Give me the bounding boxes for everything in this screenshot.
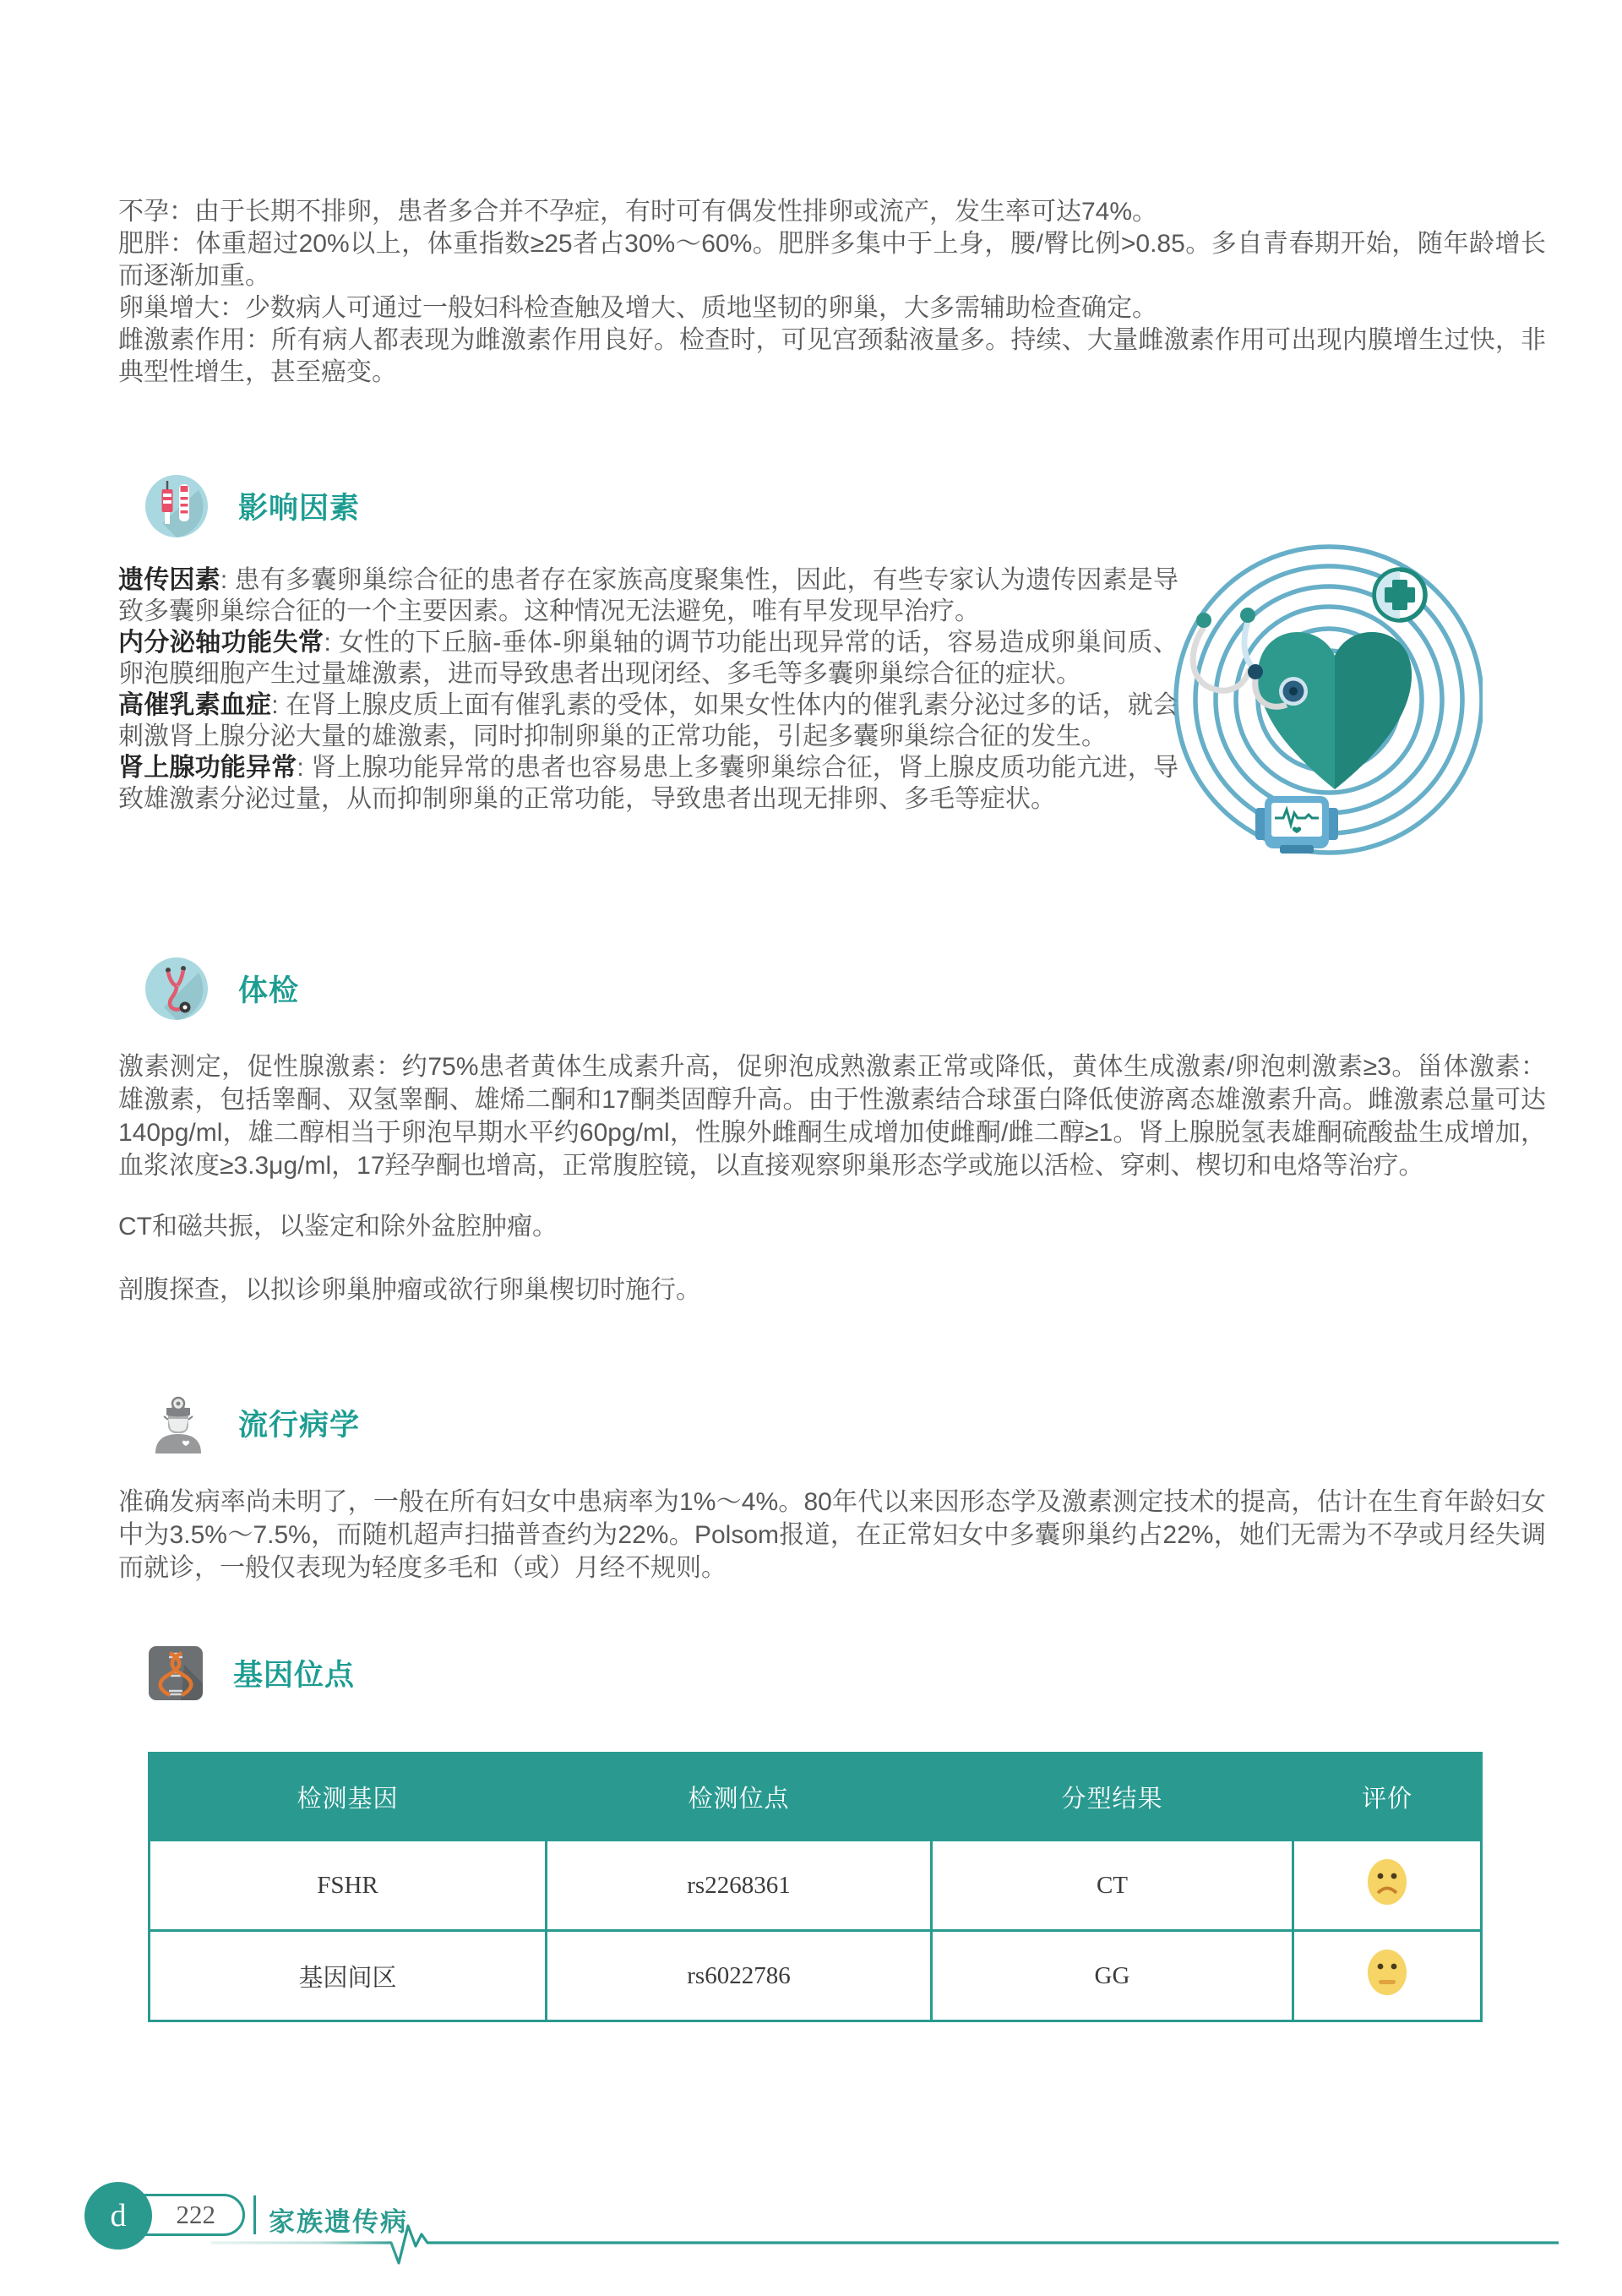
gene-table (148, 1752, 1483, 2022)
col-header-site: 检测位点 (547, 1753, 932, 1841)
intro-paragraph-estrogen: 雌激素作用：所有病人都表现为雌激素作用良好。检查时，可见宫颈黏液量多。持续、大量雌激素作用可出现内膜增生过快，非典型性增生，甚至癌变。 (118, 326, 1546, 386)
cell-evaluation (1293, 1841, 1482, 1931)
cell-gene: FSHR (150, 1841, 547, 1931)
intro-paragraph-infertility: 不孕：由于长期不排卵，患者多合并不孕症，有时可有偶发性排卵或流产，发生率可达74%。 (118, 198, 1158, 226)
epidemiology-paragraphs (118, 1486, 1546, 1584)
table-row (150, 1931, 1482, 2021)
doctor-icon (149, 1393, 208, 1453)
ecg-monitor-graphic (1255, 796, 1338, 854)
factors-paragraphs (118, 564, 1178, 815)
heart-health-illustration (1170, 543, 1483, 855)
footer-chapter-label: 家族遗传病 (269, 2207, 408, 2237)
intro-paragraph-ovary-enlargement: 卵巢增大：少数病人可通过一般妇科检查触及增大、质地坚韧的卵巢，大多需辅助检查确定。 (118, 294, 1157, 322)
physical-paragraph-ct-mri: CT和磁共振，以鉴定和除外盆腔肿瘤。 (118, 1213, 558, 1241)
section-header-epidemiology (149, 1393, 360, 1453)
factor-hyperprolactinemia: 高催乳素血症: 在肾上腺皮质上面有催乳素的受体，如果女性体内的催乳素分泌过多的话，就会刺激肾上腺分泌大量的雄激素，同时抑制卵巢的正常功能，引起多囊卵巢综合征的发生。 (118, 691, 1178, 750)
intro-paragraph-obesity: 肥胖：体重超过20%以上，体重指数≥25者占30%～60%。肥胖多集中于上身，腰/臀比例>0.85。多自青春期开始，随年龄增长而逐渐加重。 (118, 230, 1546, 290)
heartbeat-line-icon (211, 2221, 1563, 2268)
factor-adrenal: 肾上腺功能异常: 肾上腺功能异常的患者也容易患上多囊卵巢综合征，肾上腺皮质功能亢进，导致雄激素分泌过量，从而抑制卵巢的正常功能，导致患者出现无排卵、多毛等症状。 (118, 754, 1178, 813)
physical-paragraph-hormones: 激素测定，促性腺激素：约75%患者黄体生成素升高，促卵泡成熟激素正常或降低，黄体生成激素/卵泡刺激素≥3。甾体激素：雄激素，包括睾酮、双氢睾酮、雄烯二酮和17酮类固醇升高。由于性激素结合球蛋白降低使游离态雄激素升高。雌激素总量可达140pg/ml，雄二醇相当于卵泡早期水平约60pg/ml，性腺外雌酮生成增加使雌酮/雌二醇≥1。肾上腺脱氢表雄酮硫酸盐生成增加，血浆浓度≥3.3μg/ml，17羟孕酮也增高，正常腹腔镜，以直接观察卵巢形态学或施以活检、穿刺、楔切和电烙等治疗。 (118, 1053, 1546, 1180)
cell-site: rs6022786 (547, 1931, 932, 2021)
intro-paragraphs (118, 196, 1546, 389)
medical-cross-badge (1374, 570, 1425, 620)
table-row (150, 1841, 1482, 1931)
physical-paragraph-laparotomy: 剖腹探查，以拟诊卵巢肿瘤或欲行卵巢楔切时施行。 (118, 1276, 701, 1304)
page-number: 222 (125, 2194, 245, 2236)
section-title-physical: 体检 (238, 974, 300, 1007)
cell-site: rs2268361 (547, 1841, 932, 1931)
syringe-icon (145, 475, 208, 537)
col-header-genotype: 分型结果 (932, 1753, 1293, 1841)
stethoscope-icon (145, 957, 208, 1020)
dna-icon (149, 1646, 203, 1700)
section-header-gene (149, 1646, 355, 1700)
epidemiology-paragraph: 准确发病率尚未明了，一般在所有妇女中患病率为1%～4%。80年代以来因形态学及激素测定技术的提高，估计在生育年龄妇女中为3.5%～7.5%，而随机超声扫描普查约为22%。Polsom报道，在正常妇女中多囊卵巢约占22%，她们无需为不孕或月经失调而就诊，一般仅表现为轻度多毛和（或）月经不规则。 (118, 1488, 1546, 1582)
section-header-factors (145, 475, 360, 537)
neutral-face-icon (1367, 1949, 1407, 2003)
factor-genetic: 遗传因素: 患有多囊卵巢综合征的患者存在家族高度聚集性，因此，有些专家认为遗传因素是导致多囊卵巢综合征的一个主要因素。这种情况无法避免，唯有早发现早治疗。 (118, 566, 1178, 625)
physical-paragraphs (118, 1050, 1546, 1306)
col-header-gene: 检测基因 (150, 1753, 547, 1841)
col-header-evaluation: 评价 (1293, 1753, 1482, 1841)
footer-section-letter: d (84, 2182, 152, 2250)
cell-genotype: GG (932, 1931, 1293, 2021)
cell-genotype: CT (932, 1841, 1293, 1931)
factor-endocrine-axis: 内分泌轴功能失常: 女性的下丘脑-垂体-卵巢轴的调节功能出现异常的话，容易造成卵巢间质、卵泡膜细胞产生过量雄激素，进而导致患者出现闭经、多毛等多囊卵巢综合征的症状。 (118, 629, 1178, 688)
section-title-gene: 基因位点 (233, 1659, 356, 1692)
cell-gene: 基因间区 (150, 1931, 547, 2021)
gene-table-header-row (150, 1753, 1482, 1841)
sad-face-icon (1367, 1858, 1407, 1912)
cell-evaluation (1293, 1931, 1482, 2021)
section-title-factors: 影响因素 (238, 492, 361, 525)
section-header-physical (145, 957, 299, 1020)
section-title-epidemiology: 流行病学 (238, 1409, 361, 1442)
gene-table-container (148, 1752, 1483, 2022)
